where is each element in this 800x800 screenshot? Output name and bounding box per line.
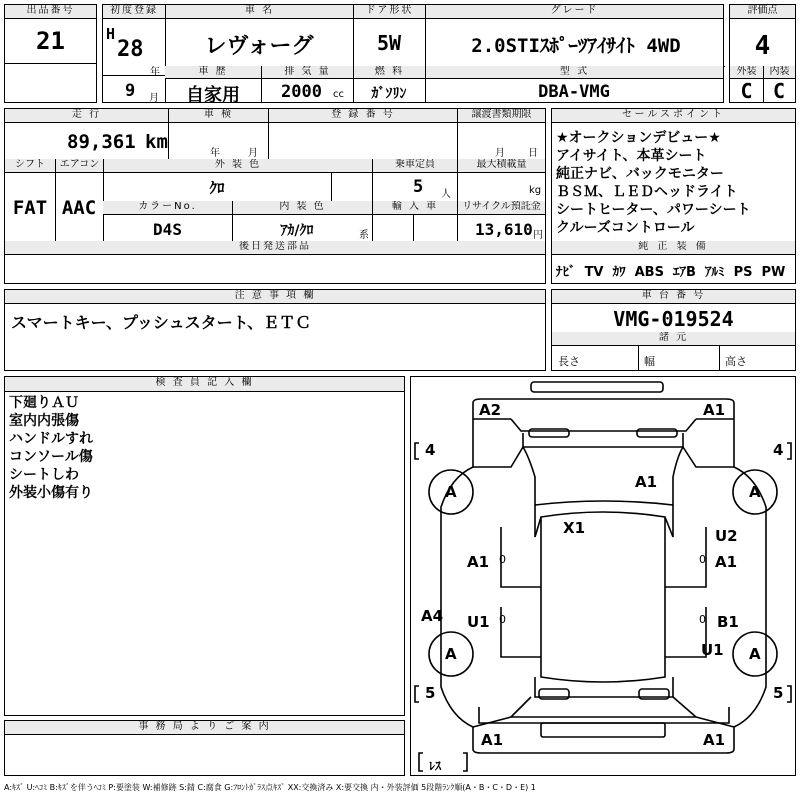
damage-hood: A1 xyxy=(635,473,658,491)
grade-header: グレード xyxy=(425,5,723,19)
inspector-note: 室内内張傷 xyxy=(9,413,79,429)
sales-point: 純正ナビ、バックモニター xyxy=(556,166,724,182)
equipment-item: ｴｱB xyxy=(673,265,696,280)
exterior-grade: C xyxy=(740,79,753,103)
interior-header: 内装 xyxy=(763,66,795,79)
damage-front-left: A2 xyxy=(479,401,502,419)
damage-rear-right: A1 xyxy=(703,731,726,749)
recycle-unit: 円 xyxy=(533,230,543,241)
sales-points-list xyxy=(556,129,751,237)
ext-color-header: 外 装 色 xyxy=(103,159,372,173)
lot-number-header: 出品番号 xyxy=(5,5,96,19)
reg-month: 9 xyxy=(125,81,136,101)
reg-year: 28 xyxy=(117,37,144,62)
shift-header: シフト xyxy=(5,159,55,173)
vehicle-info-box xyxy=(102,4,724,106)
equipment-item: PW xyxy=(761,265,786,280)
car-outline-drawing xyxy=(411,377,795,775)
aircon: AAC xyxy=(61,197,97,219)
mileage: 89,361 xyxy=(67,131,136,153)
office-header: 事 務 局 よ り ご 案 内 xyxy=(5,721,404,735)
dim-height: 高さ xyxy=(725,355,747,368)
grade: 2.0STIｽﾎﾟｰﾂｱｲｻｲﾄ 4WD xyxy=(471,35,681,57)
equipment-item: ｱﾙﾐ xyxy=(705,265,725,280)
equipment-item: ABS xyxy=(634,265,664,280)
mileage-unit: km xyxy=(145,131,168,153)
era-letter: H xyxy=(106,25,116,43)
door-type: 5W xyxy=(376,31,402,55)
displacement-header: 排 気 量 xyxy=(261,66,353,79)
inspector-box xyxy=(4,376,405,716)
exterior-header: 外装 xyxy=(730,66,763,79)
shift: FAT xyxy=(12,197,48,219)
displacement-unit: cc xyxy=(333,89,344,100)
chassis-number: VMG-019524 xyxy=(613,307,734,331)
sales-point: ＢＳＭ、ＬＥＤヘッドライト xyxy=(556,184,738,200)
notes-text: スマートキー、プッシュスタート、ＥＴＣ xyxy=(11,313,312,332)
damage-right-rear-u1: U1 xyxy=(701,641,724,659)
int-color-suffix: 系 xyxy=(359,230,369,241)
fuel-header: 燃 料 xyxy=(353,66,425,79)
damage-front-right: A1 xyxy=(703,401,726,419)
capacity: 5 xyxy=(413,177,424,197)
transfer-month-unit: 月 xyxy=(495,148,505,159)
equipment-item: ﾅﾋﾞ xyxy=(556,265,576,280)
recycle-header: リサイクル預託金 xyxy=(457,201,545,215)
damage-left-rear-a4: A4 xyxy=(421,607,444,625)
inspection-year-unit: 年 xyxy=(210,148,220,159)
car-diagram xyxy=(410,376,796,776)
recycle-amount: 13,610 xyxy=(475,220,533,239)
fuel: ｶﾞｿﾘﾝ xyxy=(371,86,407,102)
load-unit: kg xyxy=(529,185,542,196)
zero-mark: 0 xyxy=(699,613,706,626)
tire-rear-right: A xyxy=(749,645,761,663)
tire-front-left: A xyxy=(445,483,457,501)
damage-rear-left: A1 xyxy=(481,731,504,749)
capacity-header: 乗車定員 xyxy=(372,159,457,173)
sales-points-box xyxy=(551,108,796,284)
car-name-header: 車 名 xyxy=(165,5,353,19)
aircon-header: エアコン xyxy=(55,159,103,173)
zero-mark: 0 xyxy=(699,553,706,566)
spare-tire: ﾚｽ xyxy=(429,759,442,773)
inspector-notes xyxy=(9,394,93,502)
tread-rear-right: 5 xyxy=(773,684,784,702)
max-load-header: 最大積載量 xyxy=(457,159,545,173)
transfer-day-unit: 日 xyxy=(528,148,538,159)
damage-left-front-door: A1 xyxy=(467,553,490,571)
tire-rear-left: A xyxy=(445,645,457,663)
notes-header: 注 意 事 項 欄 xyxy=(5,290,545,304)
sales-point: アイサイト、本革シート xyxy=(556,148,707,164)
dimensions-header: 諸 元 xyxy=(552,332,795,346)
equipment-item: TV xyxy=(584,265,604,280)
car-name: レヴォーグ xyxy=(204,34,314,59)
inspector-note: シートしわ xyxy=(9,467,79,483)
chassis-box xyxy=(551,289,796,371)
tread-rear-left: 5 xyxy=(425,684,436,702)
equipment-item: ｶﾜ xyxy=(612,265,626,280)
damage-right-front-door: A1 xyxy=(715,553,738,571)
sales-point: ★オークションデビュー★ xyxy=(556,130,721,146)
inspector-header: 検 査 員 記 入 欄 xyxy=(5,377,404,392)
score: 4 xyxy=(754,31,771,61)
history-header: 車 歴 xyxy=(165,66,261,79)
dim-length: 長さ xyxy=(558,355,580,368)
int-color-header: 内 装 色 xyxy=(232,201,372,215)
color-no: D4S xyxy=(153,220,182,239)
sales-points-header: セールスポイント xyxy=(552,109,795,123)
notes-box xyxy=(4,289,546,371)
chassis-header: 車 台 番 号 xyxy=(552,290,795,304)
model-code: DBA-VMG xyxy=(538,82,610,102)
equipment-item: PS xyxy=(733,265,753,280)
damage-roof: X1 xyxy=(563,519,586,537)
reg-no-header: 登 録 番 号 xyxy=(268,109,457,123)
later-parts-header: 後日発送部品 xyxy=(5,241,545,255)
transfer-header: 譲渡書類期限 xyxy=(457,109,545,123)
history: 自家用 xyxy=(186,85,240,106)
damage-right-rear-door: B1 xyxy=(717,613,739,631)
inspection-header: 車 検 xyxy=(168,109,268,123)
equipment-list xyxy=(556,261,785,280)
legend: A:ｷｽﾞ U:ﾍｺﾐ B:ｷｽﾞを伴うﾍｺﾐ P:要塗装 W:補修跡 S:錆 C:腐食 G:ﾌﾛﾝﾄｶﾞﾗｽ点ｷｽﾞ XX:交換済み X:要交換 内・外装評価 5段階ﾗﾝｸ順(A・B・C・D・E) 1 xyxy=(4,783,536,792)
inspector-note: 下廻りＡＵ xyxy=(9,395,79,411)
score-header: 評価点 xyxy=(730,5,795,19)
inspection-month-unit: 月 xyxy=(248,148,258,159)
dim-width: 幅 xyxy=(644,355,655,368)
model-code-header: 型 式 xyxy=(425,66,723,79)
lot-number-box xyxy=(4,4,97,103)
import-header: 輸 入 車 xyxy=(372,201,457,215)
office-box xyxy=(4,720,405,776)
ext-color: ｸﾛ xyxy=(209,179,225,197)
inspector-note: コンソール傷 xyxy=(9,449,93,465)
displacement: 2000 xyxy=(281,82,322,102)
sales-point: シートヒーター、パワーシート xyxy=(556,202,751,218)
first-reg-header: 初度登録 xyxy=(103,5,165,19)
inspector-note: ハンドルすれ xyxy=(9,431,93,447)
zero-mark: 0 xyxy=(499,553,506,566)
tread-front-left: 4 xyxy=(425,441,436,459)
equipment-header: 純 正 装 備 xyxy=(552,241,795,255)
zero-mark: 0 xyxy=(499,613,506,626)
tread-front-right: 4 xyxy=(773,441,784,459)
interior-grade: C xyxy=(772,79,786,103)
color-no-header: カラーNo. xyxy=(103,201,232,215)
tire-front-right: A xyxy=(749,483,761,501)
damage-right-front-u2: U2 xyxy=(715,527,738,545)
month-unit: 月 xyxy=(149,93,159,104)
lot-number: 21 xyxy=(36,27,65,55)
mileage-header: 走 行 xyxy=(5,109,168,123)
year-unit: 年 xyxy=(150,67,160,78)
int-color: ｱｶ/ｸﾛ xyxy=(280,223,314,239)
capacity-unit: 人 xyxy=(441,189,451,200)
damage-left-rear-door: U1 xyxy=(467,613,490,631)
score-box xyxy=(729,4,796,103)
inspector-note: 外装小傷有り xyxy=(9,485,93,501)
sales-point: クルーズコントロール xyxy=(556,220,695,236)
door-header: ドア形状 xyxy=(353,5,425,19)
details-box xyxy=(4,108,546,284)
